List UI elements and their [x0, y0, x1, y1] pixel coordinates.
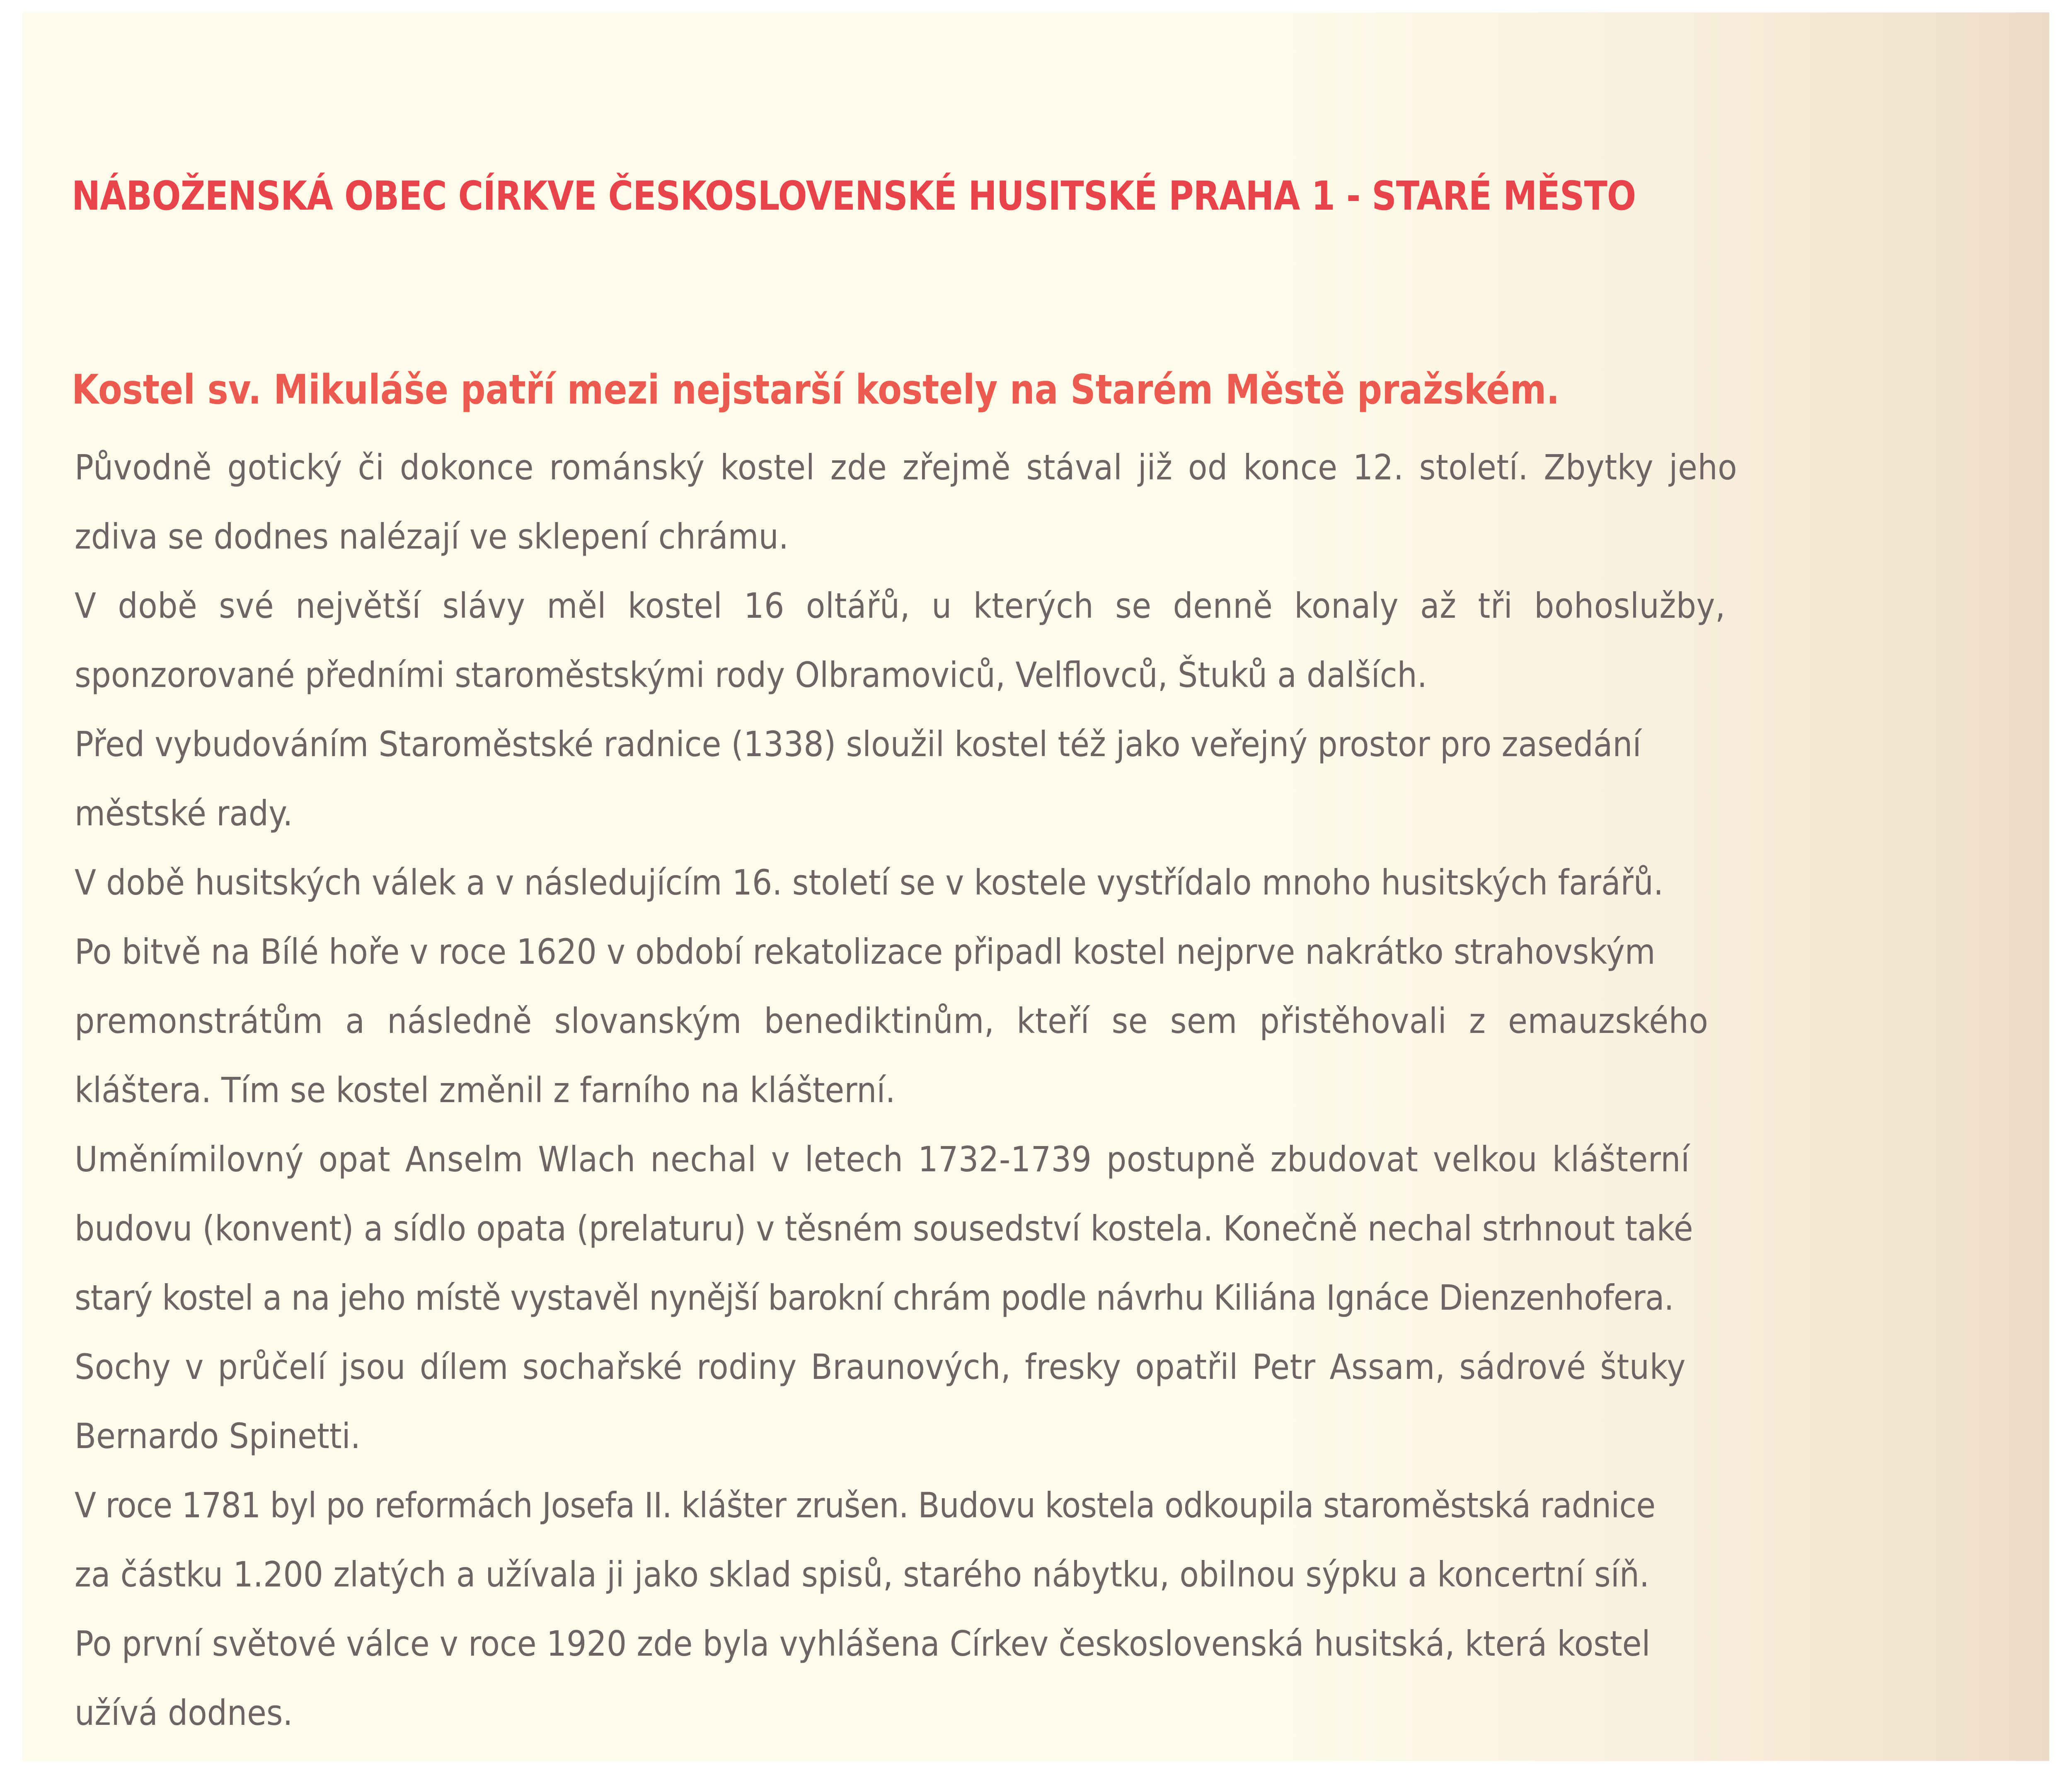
text-line: Bernardo Spinetti. — [75, 1416, 361, 1456]
text-line: kláštera. Tím se kostel změnil z farního na klášterní. — [75, 1070, 896, 1110]
text-line: V době své největší slávy měl kostel 16 oltářů, u kterých se denně konaly až tři bohoslužby, — [75, 585, 1726, 626]
lead-sentence: Kostel sv. Mikuláše patří mezi nejstarší kostely na Starém Městě pražském. — [72, 366, 1560, 414]
text-line: zdiva se dodnes nalézají ve sklepení chrámu. — [75, 516, 789, 557]
text-line: Původně gotický či dokonce románský kostel zde zřejmě stával již od konce 12. století. Zbytky jeho — [75, 447, 1738, 488]
text-line: budovu (konvent) a sídlo opata (prelaturu) v těsném sousedství kostela. Konečně nechal strhnout také — [75, 1208, 1693, 1249]
text-line: starý kostel a na jeho místě vystavěl nynější barokní chrám podle návrhu Kiliána Ignáce Dienzenhofera. — [75, 1277, 1674, 1318]
text-line: V době husitských válek a v následujícím 16. století se v kostele vystřídalo mnoho husitských farářů. — [75, 862, 1664, 903]
text-line: Uměnímilovný opat Anselm Wlach nechal v letech 1732-1739 postupně zbudovat velkou klášterní — [75, 1139, 1690, 1180]
text-line: za částku 1.200 zlatých a užívala ji jako sklad spisů, starého nábytku, obilnou sýpku a koncertní síň. — [75, 1554, 1650, 1595]
text-line: V roce 1781 byl po reformách Josefa II. klášter zrušen. Budovu kostela odkoupila staroměstská radnice — [75, 1485, 1656, 1526]
text-line: Sochy v průčelí jsou dílem sochařské rodiny Braunových, fresky opatřil Petr Assam, sádrové štuky — [75, 1347, 1686, 1387]
text-line: užívá dodnes. — [75, 1693, 293, 1733]
information-panel — [23, 12, 2049, 1761]
text-line: premonstrátům a následně slovanským benediktinům, kteří se sem přistěhovali z emauzského — [75, 1001, 1709, 1041]
parish-heading: NÁBOŽENSKÁ OBEC CÍRKVE ČESKOSLOVENSKÉ HUSITSKÉ PRAHA 1 - STARÉ MĚSTO — [72, 173, 1636, 219]
history-text — [75, 433, 2022, 1748]
text-line: městské rady. — [75, 793, 293, 834]
text-line: Po první světové válce v roce 1920 zde byla vyhlášena Církev československá husitská, která kostel — [75, 1623, 1651, 1664]
text-line: Před vybudováním Staroměstské radnice (1338) sloužil kostel též jako veřejný prostor pro zasedání — [75, 724, 1641, 764]
text-line: sponzorované předními staroměstskými rody Olbramoviců, Velflovců, Štuků a dalších. — [75, 655, 1427, 695]
text-line: Po bitvě na Bílé hoře v roce 1620 v období rekatolizace připadl kostel nejprve nakrátko strahovským — [75, 931, 1656, 972]
